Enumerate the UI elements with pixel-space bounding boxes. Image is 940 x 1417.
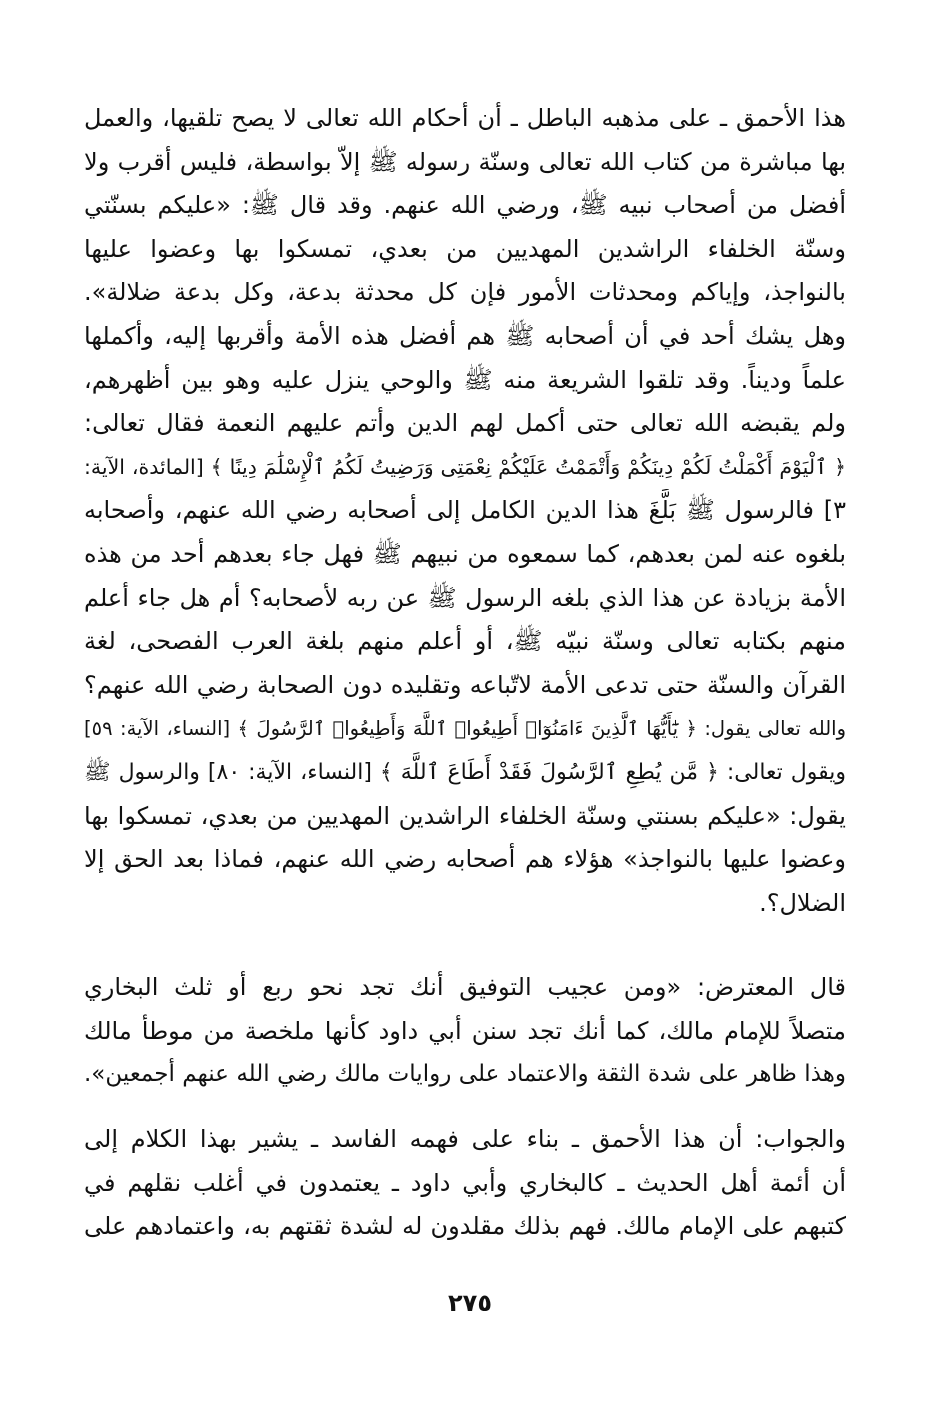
quran-verse-line: ويقول تعالى: ﴿ مَّن يُطِعِ ٱلرَّسُولَ فَقَدْ أَطَاعَ ٱللَّهَ ﴾ [النساء، الآية: ٨٠] والرسول ﷺ xyxy=(84,759,846,785)
text-line: وهذا ظاهر على شدة الثقة والاعتماد على روايات مالك رضي الله عنهم أجمعين». xyxy=(84,1061,846,1088)
quran-verse-line: ﴿ ٱلْيَوْمَ أَكْمَلْتُ لَكُمْ دِينَكُمْ وَأَتْمَمْتُ عَلَيْكُمْ نِعْمَتِى وَرَضِيتُ لَكُمُ ٱلْإِسْلَٰمَ دِينًا ﴾ [المائدة، الآية: xyxy=(84,454,846,479)
text-line: متصلاً للإمام مالك، كما أنك تجد سنن أبي داود كأنها ملخصة من موطأ مالك xyxy=(84,1016,846,1045)
paragraph-2 xyxy=(84,966,846,1097)
text-line: علماً وديناً. وقد تلقوا الشريعة منه ﷺ والوحي ينزل عليه وهو بين أظهرهم، xyxy=(84,365,846,394)
paragraph-3 xyxy=(84,1118,846,1249)
paragraph-1 xyxy=(84,97,846,925)
quran-verse-line: والله تعالى يقول: ﴿ يَٰٓأَيُّهَا ٱلَّذِينَ ءَامَنُوٓا۟ أَطِيعُوا۟ ٱللَّهَ وَأَطِيعُوا۟ ٱلرَّسُولَ ﴾ [النساء، الآية: ٥٩] xyxy=(84,717,846,741)
text-line: أفضل من أصحاب نبيه ﷺ، ورضي الله عنهم. وقد قال ﷺ: «عليكم بسنّتي xyxy=(84,191,846,220)
text-line: بلغوه عنه لمن بعدهم، كما سمعوه من نبيهم ﷺ فهل جاء بعدهم أحد من هذه xyxy=(84,539,846,568)
text-line: أن أئمة أهل الحديث ـ كالبخاري وأبي داود ـ يعتمدون في أغلب نقلهم في xyxy=(84,1168,846,1197)
text-line: وعضوا عليها بالنواجذ» هؤلاء هم أصحابه رضي الله عنهم، فماذا بعد الحق إلا xyxy=(84,845,846,874)
text-line: منهم بكتابه تعالى وسنّة نبيّه ﷺ، أو أعلم منهم بلغة العرب الفصحى، لغة xyxy=(84,627,846,656)
text-line: والجواب: أن هذا الأحمق ـ بناء على فهمه الفاسد ـ يشير بهذا الكلام إلى xyxy=(84,1125,846,1153)
text-line: وسنّة الخلفاء الراشدين المهديين من بعدي، تمسكوا بها وعضوا عليها xyxy=(84,234,846,263)
text-line: يقول: «عليكم بسنتي وسنّة الخلفاء الراشدين المهديين من بعدي، تمسكوا بها xyxy=(84,801,846,830)
text-line: ٣] فالرسول ﷺ بَلَّغَ هذا الدين الكامل إلى أصحابه رضي الله عنهم، وأصحابه xyxy=(84,496,846,525)
text-line: الأمة بزيادة عن هذا الذي بلغه الرسول ﷺ عن ربه لأصحابه؟ أم هل جاء أعلم xyxy=(84,583,846,612)
text-line: كتبهم على الإمام مالك. فهم بذلك مقلدون له لشدة ثقتهم به، واعتمادهم على xyxy=(84,1212,846,1241)
text-line: الضلال؟. xyxy=(759,888,846,917)
text-line: القرآن والسنّة حتى تدعى الأمة لاتّباعه وتقليده دون الصحابة رضي الله عنهم؟ xyxy=(84,670,846,699)
text-line: وهل يشك أحد في أن أصحابه ﷺ هم أفضل هذه الأمة وأقربها إليه، وأكملها xyxy=(84,321,846,350)
text-line: ولم يقبضه الله تعالى حتى أكمل لهم الدين وأتم عليهم النعمة فقال تعالى: xyxy=(84,409,846,438)
text-line: قال المعترض: «ومن عجيب التوفيق أنك تجد نحو ربع أو ثلث البخاري xyxy=(84,973,846,1001)
page-number: ٢٧٥ xyxy=(448,1289,492,1317)
text-line: هذا الأحمق ـ على مذهبه الباطل ـ أن أحكام الله تعالى لا يصح تلقيها، والعمل xyxy=(84,104,846,132)
text-line: بالنواجذ، وإياكم ومحدثات الأمور فإن كل محدثة بدعة، وكل بدعة ضلالة». xyxy=(84,278,846,307)
text-line: بها مباشرة من كتاب الله تعالى وسنّة رسوله ﷺ إلاّ بواسطة، فليس أقرب ولا xyxy=(84,147,846,176)
